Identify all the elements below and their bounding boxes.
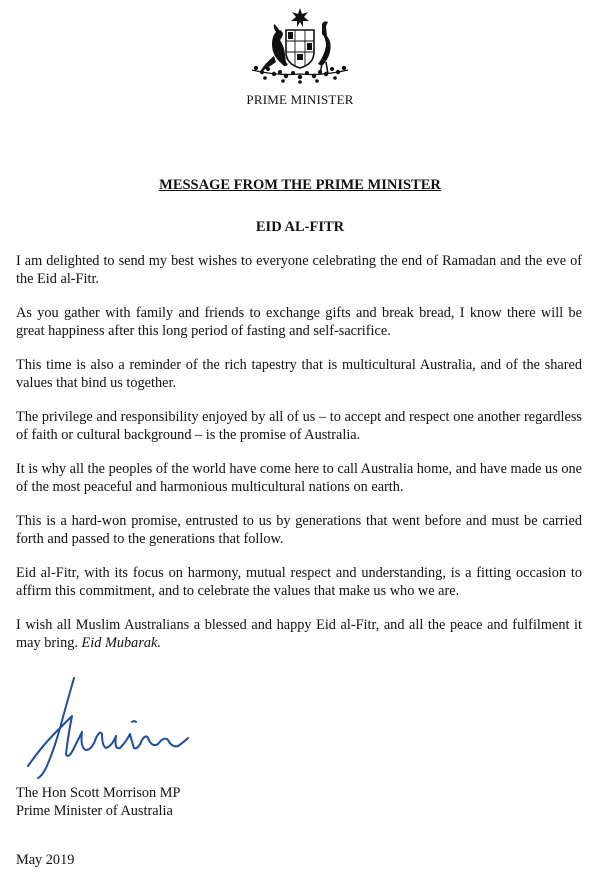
office-title: PRIME MINISTER [246, 92, 354, 107]
paragraph: It is why all the peoples of the world have come here to call Australia home, and have made us one of the most peaceful and harmonious multicultural nations on earth. [16, 461, 582, 495]
paragraph: I am delighted to send my best wishes to everyone celebrating the end of Ramadan and the eve of the Eid al-Fitr. [16, 253, 582, 287]
handwritten-signature-icon [22, 676, 192, 780]
message-heading: MESSAGE FROM THE PRIME MINISTER [159, 177, 441, 193]
closing-paragraph [16, 616, 582, 652]
message-subheading: EID AL-FITR [255, 219, 345, 235]
closing-greeting: Eid Mubarak. [81, 635, 161, 651]
paragraph: This is a hard-won promise, entrusted to us by generations that went before and must be carried forth and passed to the generations that follow. [16, 513, 582, 547]
australian-coat-of-arms-icon [238, 6, 362, 86]
paragraph: As you gather with family and friends to exchange gifts and break bread, I know there will be great happiness after this long period of fasting and self-sacrifice. [16, 305, 582, 339]
paragraph: This time is also a reminder of the rich tapestry that is multicultural Australia, and of the shared values that bind us together. [16, 357, 582, 391]
signatory-name: The Hon Scott Morrison MP [16, 785, 181, 801]
letter-date: May 2019 [16, 852, 75, 868]
signatory-block [16, 784, 180, 820]
paragraph: Eid al-Fitr, with its focus on harmony, mutual respect and understanding, is a fitting occasion to affirm this commitment, and to celebrate the values that make us who we are. [16, 565, 582, 599]
message-body [16, 252, 582, 652]
paragraph: The privilege and responsibility enjoyed by all of us – to accept and respect one another regardless of faith or cultural background – is the promise of Australia. [16, 409, 582, 443]
closing-text: I wish all Muslim Australians a blessed and happy Eid al-Fitr, and all the peace and fulfilment it may bring. [16, 617, 582, 651]
signatory-title: Prime Minister of Australia [16, 803, 173, 819]
